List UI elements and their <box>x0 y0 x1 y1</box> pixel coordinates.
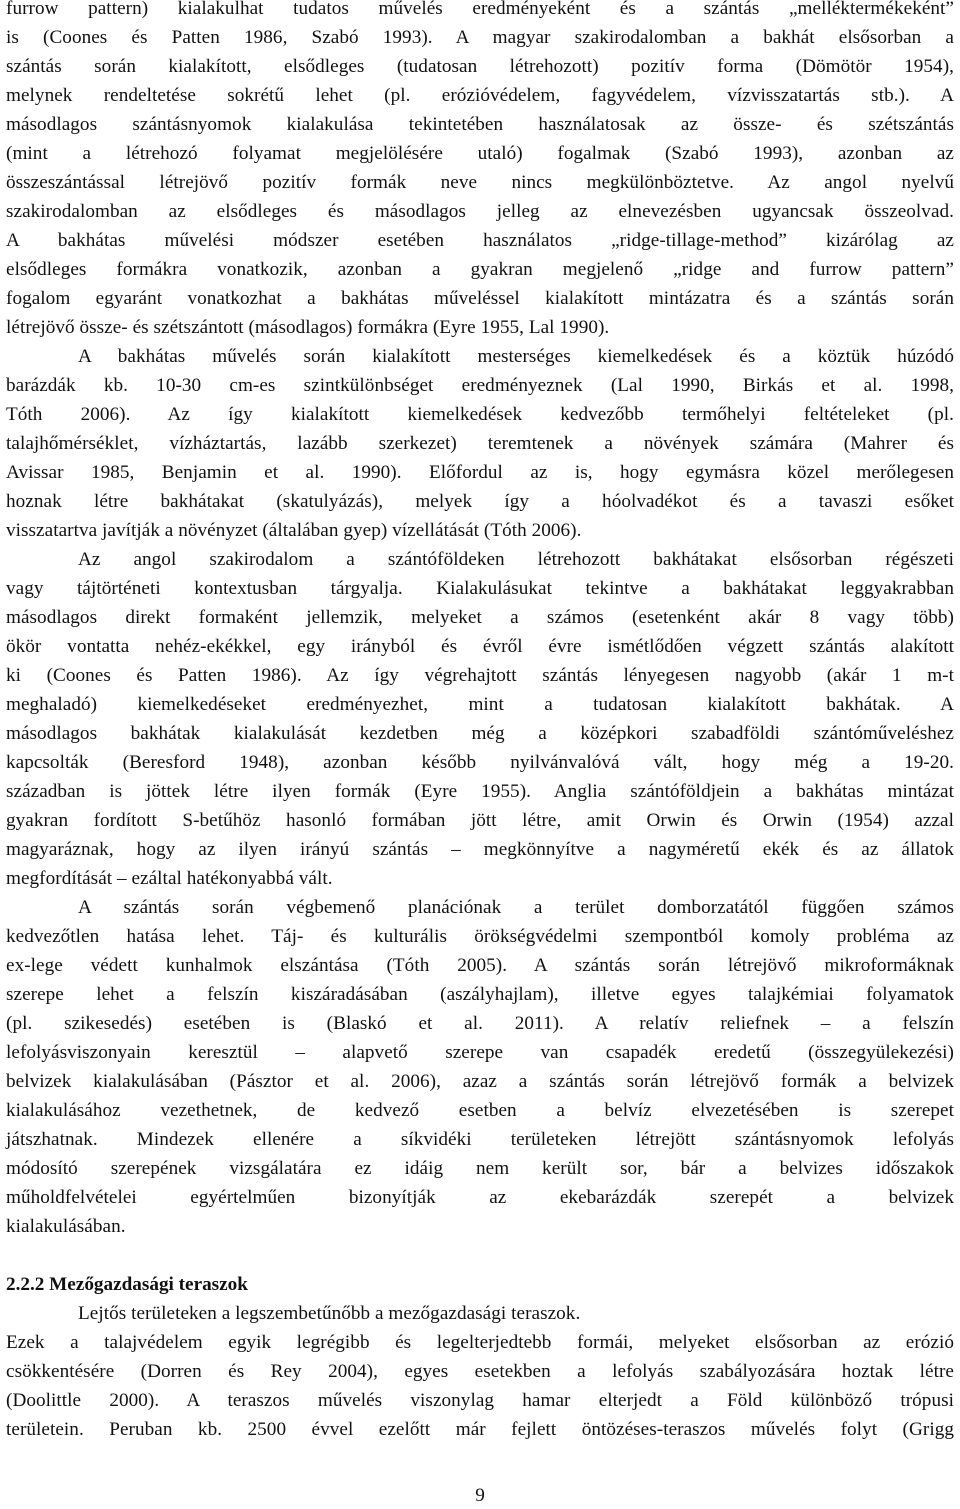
text-line: kedvezőtlen hatása lehet. Táj- és kulturális örökségvédelmi szempontból komoly probléma az <box>6 926 954 947</box>
text-line: is (Coones és Patten 1986, Szabó 1993). A magyar szakirodalomban a bakhát elsősorban a <box>6 27 954 48</box>
text-line: A szántás során végbemenő planációnak a terület domborzatától függően számos <box>78 897 954 918</box>
text-line: szántás során kialakított, elsődleges (tudatosan létrehozott) pozitív forma (Dömötör 1954), <box>6 56 954 77</box>
text-line: A bakhátas művelés során kialakított mesterséges kiemelkedések és a köztük húzódó <box>78 346 954 367</box>
text-line: Ezek a talajvédelem egyik legrégibb és legelterjedtebb formái, melyeket elsősorban az erózió <box>6 1332 954 1353</box>
text-line: talajhőmérséklet, vízháztartás, lazább szerkezet) teremtenek a növények számára (Mahrer és <box>6 433 954 454</box>
text-line: barázdák kb. 10-30 cm-es szintkülönbséget eredményeznek (Lal 1990, Birkás et al. 1998, <box>6 375 954 396</box>
text-line: másodlagos szántásnyomok kialakulása tekintetében használatosak az össze- és szétszántás <box>6 114 954 135</box>
text-line: melynek rendeltetése sokrétű lehet (pl. erózióvédelem, fagyvédelem, vízvisszatartás stb.). A <box>6 85 954 106</box>
text-line: kialakulásához vezethetnek, de kedvező esetben a belvíz elvezetésében is szerepet <box>6 1100 954 1121</box>
text-line: megfordítását – ezáltal hatékonyabbá vált. <box>6 868 333 889</box>
text-line: Avissar 1985, Benjamin et al. 1990). Előfordul az is, hogy egymásra közel merőlegesen <box>6 462 954 483</box>
text-line: ökör vontatta nehéz-ekékkel, egy irányból és évről évre ismétlődően végzett szántás alakított <box>6 636 954 657</box>
text-line: furrow pattern) kialakulhat tudatos művelés eredményeként és a szántás „melléktermékeként” <box>6 0 954 19</box>
text-line: ex-lege védett kunhalmok elszántása (Tóth 2005). A szántás során létrejövő mikroformáknak <box>6 955 954 976</box>
text-line: hoznak létre bakhátakat (skatulyázás), melyek így a hóolvadékot és a tavaszi esőket <box>6 491 954 512</box>
paragraph-gap <box>6 1241 954 1270</box>
text-line: gyakran fordított S-betűhöz hasonló formában jött létre, amit Orwin és Orwin (1954) azzal <box>6 810 954 831</box>
text-line: meghaladó) kiemelkedéseket eredményezhet, mint a tudatosan kialakított bakhátak. A <box>6 694 954 715</box>
text-line: (pl. szikesedés) esetében is (Blaskó et al. 2011). A relatív reliefnek – a felszín <box>6 1013 954 1034</box>
text-line: ki (Coones és Patten 1986). Az így végrehajtott szántás lényegesen nagyobb (akár 1 m-t <box>6 665 954 686</box>
text-line: kapcsolták (Beresford 1948), azonban később nyilvánvalóvá vált, hogy még a 19-20. <box>6 752 954 773</box>
section-heading: 2.2.2 Mezőgazdasági teraszok <box>6 1274 248 1295</box>
text-line: visszatartva javítják a növényzet (általában gyep) vízellátását (Tóth 2006). <box>6 520 582 541</box>
body-text <box>6 0 954 1444</box>
text-line: magyaráznak, hogy az ilyen irányú szántás – megkönnyítve a nagyméretű ekék és az állatok <box>6 839 954 860</box>
text-line: másodlagos direkt formaként jellemzik, melyeket a számos (esetenként akár 8 vagy több) <box>6 607 954 628</box>
text-line: játszhatnak. Mindezek ellenére a síkvidéki területeken létrejött szántásnyomok lefolyás <box>6 1129 954 1150</box>
text-line: században is jöttek létre ilyen formák (Eyre 1955). Anglia szántóföldjein a bakhátas mintázat <box>6 781 954 802</box>
text-line: elsődleges formákra vonatkozik, azonban a gyakran megjelenő „ridge and furrow pattern” <box>6 259 954 280</box>
text-line: területein. Peruban kb. 2500 évvel ezelőtt már fejlett öntözéses-teraszos művelés folyt (Grigg <box>6 1419 954 1440</box>
text-line: szakirodalomban az elsődleges és másodlagos jelleg az elnevezésben ugyancsak összeolvad. <box>6 201 954 222</box>
text-line: fogalom egyaránt vonatkozhat a bakhátas műveléssel kialakított mintázatra és a szántás során <box>6 288 954 309</box>
text-line: belvizek kialakulásában (Pásztor et al. 2006), azaz a szántás során létrejövő formák a belvizek <box>6 1071 954 1092</box>
text-line: másodlagos bakhátak kialakulását kezdetben még a középkori szabadföldi szántóműveléshez <box>6 723 954 744</box>
text-line: (mint a létrehozó folyamat megjelölésére utaló) fogalmak (Szabó 1993), azonban az <box>6 143 954 164</box>
page-number: 9 <box>475 1485 485 1506</box>
text-line: Lejtős területeken a legszembetűnőbb a mezőgazdasági teraszok. <box>78 1303 581 1324</box>
text-line: A bakhátas művelési módszer esetében használatos „ridge-tillage-method” kizárólag az <box>6 230 954 251</box>
text-line: vagy tájtörténeti kontextusban tárgyalja. Kialakulásukat tekintve a bakhátakat leggyakrabban <box>6 578 954 599</box>
text-line: (Doolittle 2000). A teraszos művelés viszonylag hamar elterjedt a Föld különböző trópusi <box>6 1390 954 1411</box>
text-line: módosító szerepének vizsgálatára ez idáig nem került sor, bár a belvizes időszakok <box>6 1158 954 1179</box>
text-line: létrejövő össze- és szétszántott (másodlagos) formákra (Eyre 1955, Lal 1990). <box>6 317 610 338</box>
text-line: Az angol szakirodalom a szántóföldeken létrehozott bakhátakat elsősorban régészeti <box>78 549 954 570</box>
text-line: csökkentésére (Dorren és Rey 2004), egyes esetekben a lefolyás szabályozására hoztak létre <box>6 1361 954 1382</box>
text-line: szerepe lehet a felszín kiszáradásában (aszályhajlam), illetve egyes talajkémiai folyamatok <box>6 984 954 1005</box>
text-line: összeszántással létrejövő pozitív formák neve nincs megkülönböztetve. Az angol nyelvű <box>6 172 954 193</box>
text-line: lefolyásviszonyain keresztül – alapvető szerepe van csapadék eredetű (összegyülekezési) <box>6 1042 954 1063</box>
text-line: műholdfelvételei egyértelműen bizonyítják az ekebarázdák szerepét a belvizek <box>6 1187 954 1208</box>
text-line: kialakulásában. <box>6 1216 126 1237</box>
text-line: Tóth 2006). Az így kialakított kiemelkedések kedvezőbb termőhelyi feltételeket (pl. <box>6 404 954 425</box>
